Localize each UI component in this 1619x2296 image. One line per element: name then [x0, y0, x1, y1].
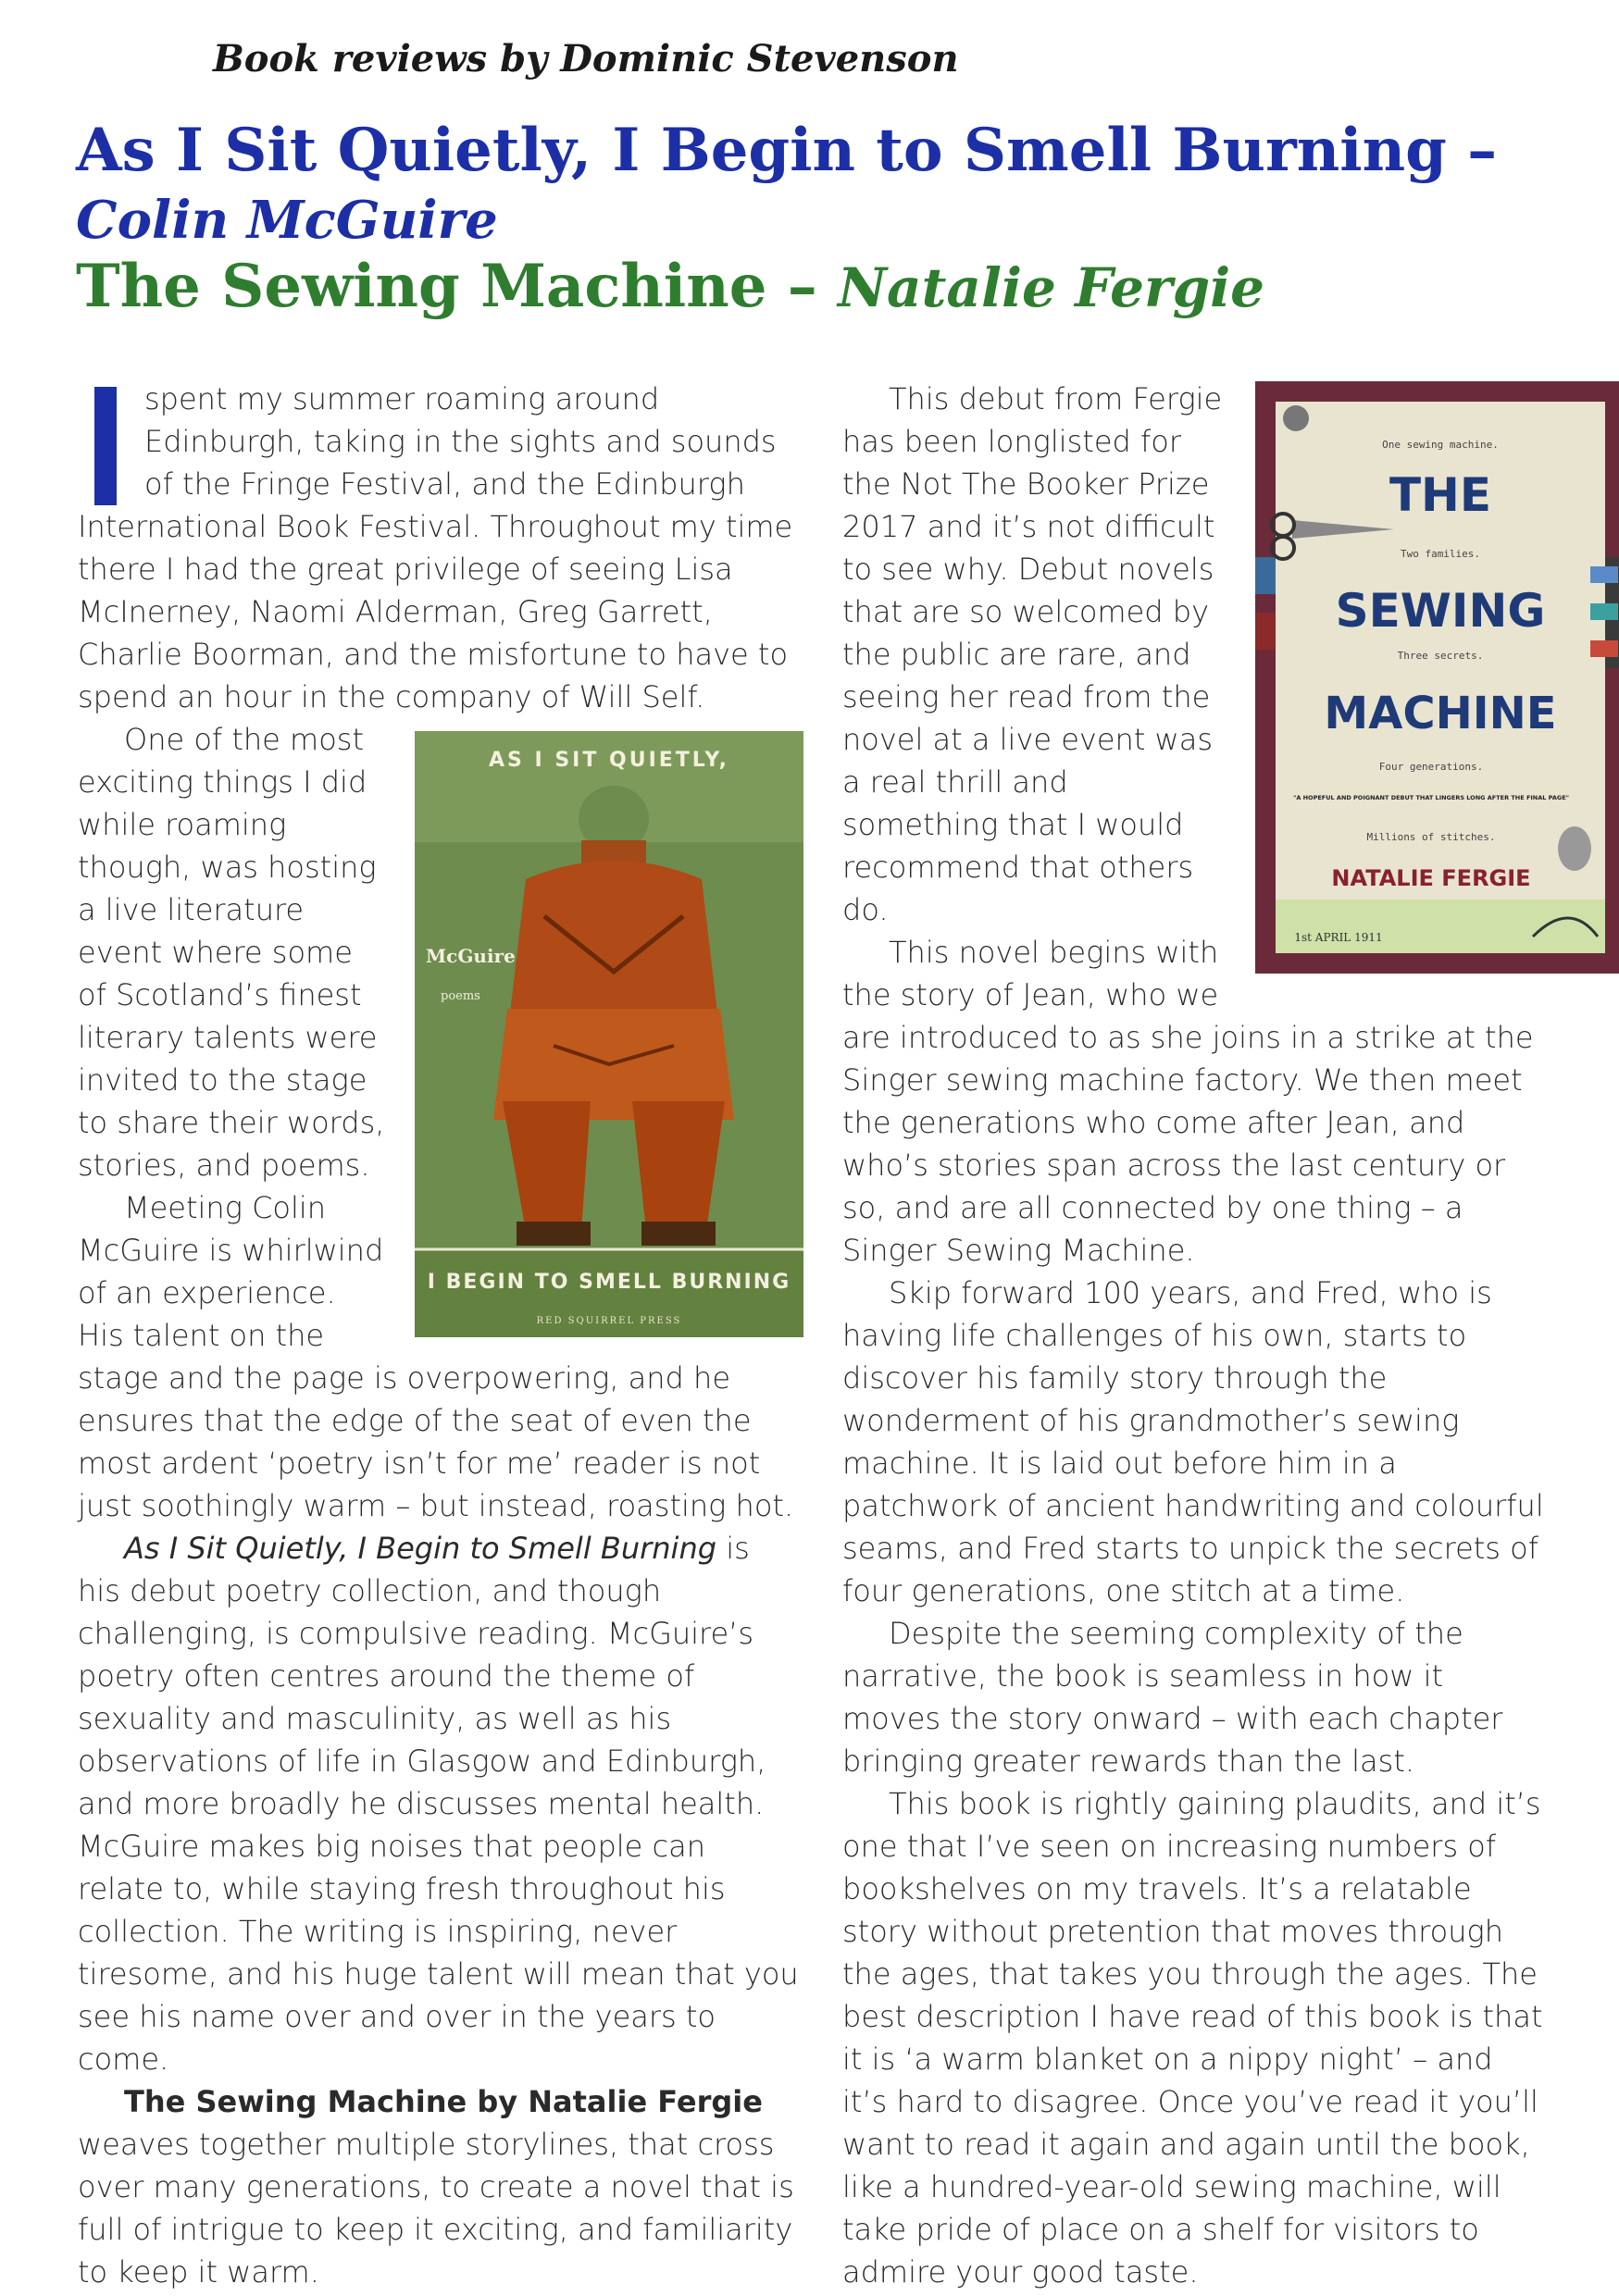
cover-bottom-text: I BEGIN TO SMELL BURNING — [427, 1271, 791, 1294]
cover-title-machine: MACHINE — [1324, 688, 1557, 739]
cover-author: McGuire — [426, 945, 516, 967]
book-cover-as-i-sit-quietly — [415, 731, 803, 1337]
left-paragraph-4 — [78, 1527, 800, 2080]
cover-quote: "A HOPEFUL AND POIGNANT DEBUT THAT LINGERS LONG AFTER THE FINAL PAGE" — [1292, 794, 1570, 801]
right-paragraph-2: This novel begins with the story of Jean, who we are introduced to as she joins in a strike at the Singer sewing machine factory. We then meet the generations who come after Jean, and who’s stories span across the last century or so, and are all connected by one thing – a Singer Sewing Machine. — [842, 935, 1534, 1268]
title-book-two-main: The Sewing Machine – — [76, 252, 817, 321]
cover-author: NATALIE FERGIE — [1331, 865, 1531, 891]
title-book-one: As I Sit Quietly, I Begin to Smell Burning – — [76, 116, 1498, 185]
left-paragraph-5-text: weaves together multiple storylines, that cross over many generations, to create a novel that is full of intrigue to keep it exciting, and familiarity to keep it warm. — [78, 2127, 794, 2290]
cover-tag-2: Two families. — [1400, 548, 1481, 560]
cover-tag-4: Four generations. — [1378, 761, 1484, 773]
cover-date: 1st APRIL 1911 — [1294, 931, 1383, 944]
cover-title-the: THE — [1389, 468, 1492, 522]
right-paragraph-1 — [842, 378, 1570, 944]
book-two-title-inline: The Sewing Machine by Natalie Fergie — [124, 2084, 763, 2119]
right-paragraph-5: This book is rightly gaining plaudits, and it’s one that I’ve seen on increasing numbers of bookshelves on my travels. It’s a relatable story without pretention that moves through the ages, that takes you through the ages. The best description I have read of this book is that it is ‘a warm blanket on a nippy night’ – and it’s hard to disagree. Once you’ve read it you’ll want to read it again and again until the book, like a hundred-year-old sewing machine, will take pride of place on a shelf for visitors to admire your good taste. — [842, 1786, 1543, 2290]
book-cover-sewing-machine — [1255, 381, 1619, 974]
left-paragraph-1: spent my summer roaming around Edinburgh, taking in the sights and sounds of the Fringe Festival, and the Edinburgh International Book Festival. Throughout my time there I had the great privilege of seeing Lisa McInerney, Naomi Alderman, Greg Garrett, Charlie Boorman, and the misfortune to have to spend an hour in the company of Will Self. — [78, 381, 793, 714]
title-author-two: Natalie Fergie — [838, 256, 1265, 319]
left-column — [78, 378, 800, 2293]
byline: Book reviews by Dominic Stevenson — [213, 37, 959, 81]
title-author-one: Colin McGuire — [76, 190, 498, 251]
left-paragraph-3: Meeting Colin McGuire is whirlwind of an experience. His talent on the stage and the page is overpowering, and he ensures that the edge of the seat of even the most ardent ‘poetry isn’t for me’ reader is not just soothingly warm – but instead, roasting hot. — [78, 1190, 794, 1523]
book-one-title-inline: As I Sit Quietly, I Begin to Smell Burning — [124, 1531, 717, 1566]
drop-cap — [94, 387, 117, 505]
left-paragraph-2: One of the most exciting things I did while roaming though, was hosting a live literature event where some of Scotland’s finest literary talents were invited to the stage to share their words, stories, and poems. — [78, 722, 385, 1183]
cover-tag-3: Three secrets. — [1397, 650, 1484, 662]
left-paragraph-5 — [78, 2080, 800, 2293]
right-paragraph-3: Skip forward 100 years, and Fred, who is having life challenges of his own, starts to discover his family story through the wonderment of his grandmother’s sewing machine. It is laid out before him in a patchwork of ancient handwriting and colourful seams, and Fred starts to unpick the secrets of four generations, one stitch at a time. — [842, 1275, 1544, 1608]
cover-subtitle: poems — [441, 989, 480, 1003]
title-book-two — [76, 252, 1575, 321]
cover-title-sewing: SEWING — [1335, 584, 1546, 638]
right-column — [842, 378, 1570, 2293]
cover-publisher: RED SQUIRREL PRESS — [536, 1316, 682, 1326]
right-paragraph-1-text: This debut from Fergie has been longlisted for the Not The Booker Prize 2017 and it’s not difficult to see why. Debut novels that are so welcomed by the public are rare, and seeing her read from the novel at a live event was a real thrill and something that I would recommend that others do. — [842, 381, 1223, 927]
cover-top-text: AS I SIT QUIETLY, — [488, 749, 730, 772]
cover-tag-1: One sewing machine. — [1382, 439, 1499, 451]
right-paragraph-4: Despite the seeming complexity of the narrative, the book is seamless in how it moves the story onward – with each chapter bringing greater rewards than the last. — [842, 1616, 1503, 1779]
left-paragraph-4-text: is his debut poetry collection, and though challenging, is compulsive reading. McGuire’s poetry often centres around the theme of sexuality and masculinity, as well as his observations of life in Glasgow and Edinburgh, and more broadly he discusses mental health. McGuire makes big noises that people can relate to, while staying fresh throughout his collection. The writing is inspiring, never tiresome, and his huge talent will mean that you see his name over and over in the years to come. — [78, 1531, 799, 2077]
cover-tag-5: Millions of stitches. — [1366, 831, 1496, 843]
